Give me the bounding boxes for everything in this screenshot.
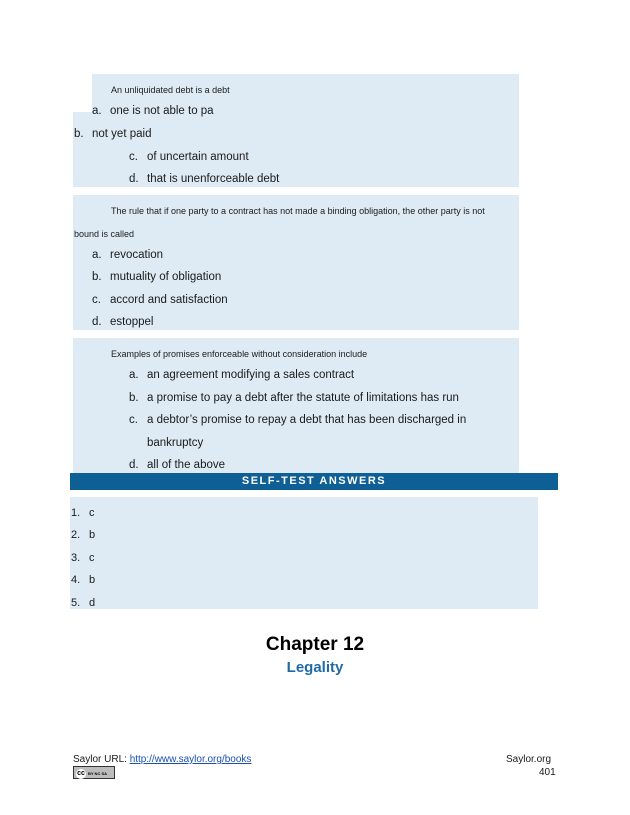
question-1-option-b — [74, 128, 151, 140]
option-letter: c. — [92, 294, 101, 306]
answer-value: b — [89, 529, 96, 541]
answer-1 — [71, 507, 95, 519]
question-2-stem-line-1: The rule that if one party to a contract has not made a binding obligation, the other party is not — [111, 206, 485, 216]
option-letter: d. — [129, 173, 139, 185]
answer-number: 4. — [71, 574, 81, 586]
chapter-subtitle: Legality — [286, 659, 344, 676]
option-text: of uncertain amount — [147, 151, 249, 163]
answer-4 — [71, 574, 95, 586]
answers-box — [70, 497, 538, 609]
answer-value: c — [89, 552, 95, 564]
option-text: all of the above — [147, 459, 226, 471]
option-letter: a. — [92, 249, 102, 261]
question-3-option-c-continued — [147, 437, 203, 449]
footer-url-label: Saylor URL: — [73, 754, 127, 765]
answer-value: c — [89, 507, 95, 519]
option-text: a debtor’s promise to repay a debt that has been discharged in — [147, 414, 467, 426]
answer-5 — [71, 597, 95, 609]
answer-number: 3. — [71, 552, 81, 564]
question-1-stem: An unliquidated debt is a debt — [111, 85, 230, 95]
answer-value: d — [89, 597, 96, 609]
question-3-option-a — [129, 369, 354, 381]
answer-number: 2. — [71, 529, 81, 541]
question-3-option-c — [129, 414, 466, 426]
question-3-stem: Examples of promises enforceable without consideration include — [111, 349, 368, 359]
footer-url-line — [73, 754, 251, 765]
footer-url-link[interactable]: http://www.saylor.org/books — [129, 754, 252, 765]
chapter-title: Chapter 12 — [265, 634, 365, 655]
question-2-option-b — [92, 271, 221, 283]
footer-page-number: 401 — [539, 767, 556, 778]
option-letter: b. — [92, 271, 102, 283]
question-2-option-a — [92, 249, 163, 261]
question-3-option-b — [129, 392, 459, 404]
option-letter: b. — [129, 392, 139, 404]
option-letter: d. — [129, 459, 139, 471]
option-text: revocation — [110, 249, 164, 261]
answer-number: 1. — [71, 507, 81, 519]
option-letter: b. — [74, 128, 84, 140]
option-text: accord and satisfaction — [110, 294, 228, 306]
option-text: one is not able to pa — [110, 105, 214, 117]
question-3-option-d — [129, 459, 225, 471]
option-letter: a. — [92, 105, 102, 117]
question-1-option-a — [92, 105, 214, 117]
footer-site: Saylor.org — [506, 754, 552, 765]
option-text: that is unenforceable debt — [147, 173, 280, 185]
question-2-stem-line-2: bound is called — [74, 229, 135, 239]
option-letter: d. — [92, 316, 102, 328]
answer-number: 5. — [71, 597, 81, 609]
option-letter: c. — [129, 151, 138, 163]
option-text: not yet paid — [92, 128, 152, 140]
option-letter: a. — [129, 369, 139, 381]
answer-3 — [71, 552, 95, 564]
question-1-option-c — [129, 151, 249, 163]
option-text: bankruptcy — [147, 437, 204, 449]
option-letter: c. — [129, 414, 138, 426]
cc-license-badge-icon: cc BY NC SA — [73, 766, 115, 779]
question-2-option-c — [92, 294, 228, 306]
option-text: a promise to pay a debt after the statute of limitations has run — [147, 392, 459, 404]
answer-2 — [71, 529, 95, 541]
self-test-answers-banner: SELF-TEST ANSWERS — [70, 473, 558, 490]
option-text: estoppel — [110, 316, 154, 328]
option-text: mutuality of obligation — [110, 271, 222, 283]
answer-value: b — [89, 574, 96, 586]
cc-license-badge-text: BY NC SA — [87, 771, 107, 776]
question-1-option-d — [129, 173, 279, 185]
question-2-option-d — [92, 316, 153, 328]
option-text: an agreement modifying a sales contract — [147, 369, 355, 381]
